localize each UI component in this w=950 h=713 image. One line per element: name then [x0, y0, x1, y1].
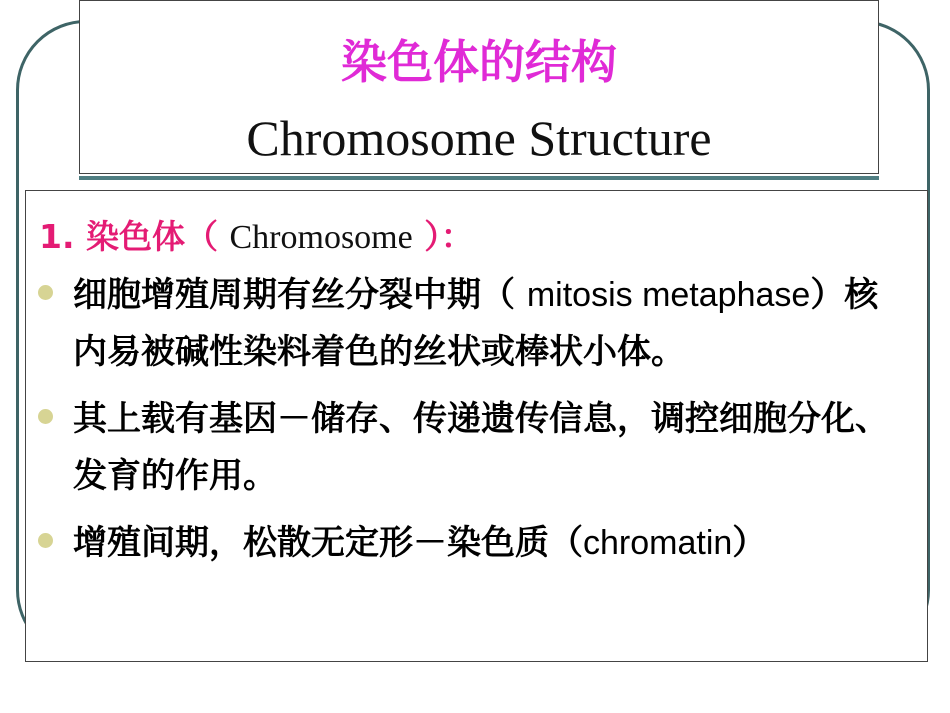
title-box: [79, 0, 879, 174]
bullet-text: 增殖间期，松散无定形－染色质（: [73, 523, 583, 563]
title-chinese: 染色体的结构: [341, 35, 617, 89]
heading-term: Chromosome: [229, 219, 413, 256]
title-underline: [79, 176, 879, 180]
bullet-text-en: mitosis metaphase: [526, 276, 811, 314]
bullet-text: ）核内易被碱性染料着色的丝状或棒状小体。: [73, 275, 879, 372]
heading-prefix: 1. 染色体（: [39, 217, 218, 256]
bullet-dot-icon: [38, 409, 53, 424]
bullet-text-en: chromatin: [583, 524, 733, 562]
bullet-item: [26, 391, 927, 505]
section-heading: [39, 211, 474, 258]
title-english: Chromosome Structure: [246, 110, 712, 166]
heading-suffix: ）：: [424, 217, 474, 256]
bullet-text: 其上载有基因－储存、传递遗传信息，调控细胞分化、发育的作用。: [73, 399, 889, 496]
bullet-text: ）: [732, 523, 767, 563]
bullet-dot-icon: [38, 533, 53, 548]
bullet-dot-icon: [38, 285, 53, 300]
bullet-list: [26, 267, 927, 582]
bullet-item: [26, 267, 927, 381]
bullet-text: 细胞增殖周期有丝分裂中期（: [73, 275, 527, 315]
bullet-item: [26, 515, 927, 572]
content-box: [25, 190, 928, 662]
